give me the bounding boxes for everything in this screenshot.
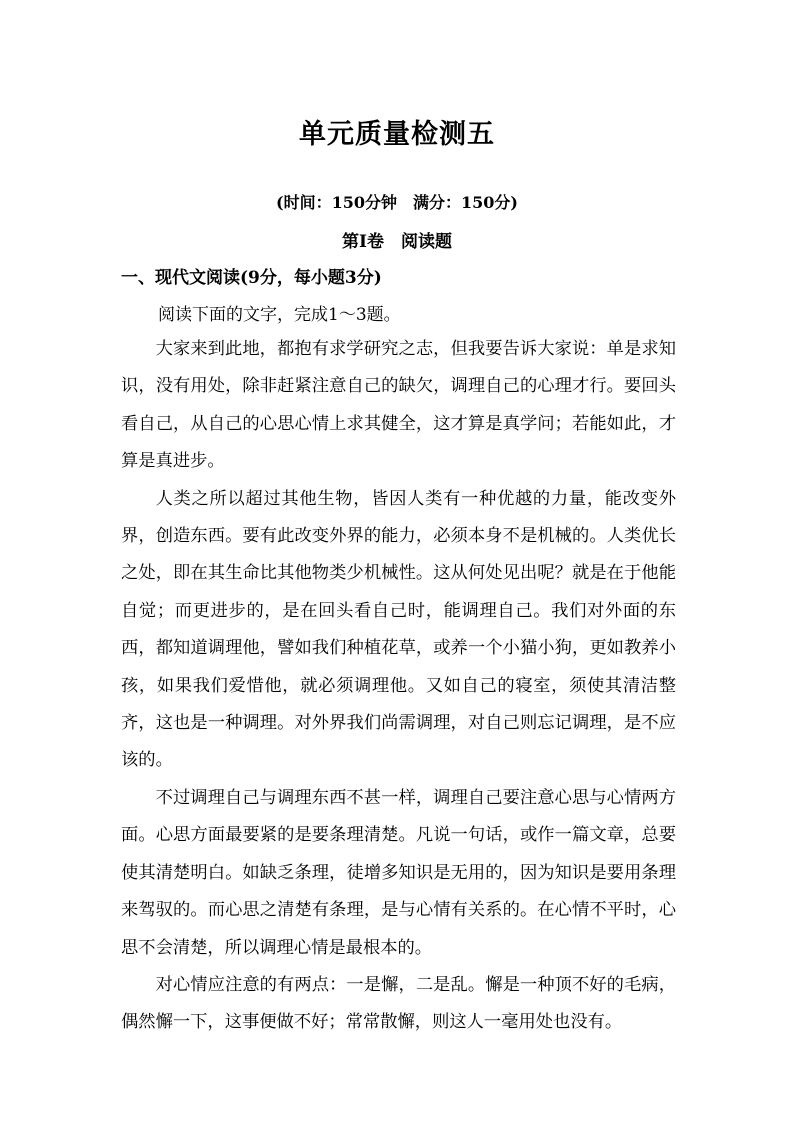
passage-paragraph: 对心情应注意的有两点：一是懈，二是乱。懈是一种顶不好的毛病，偶然懈一下，这事便做不好；常常散懈，则这人一毫用处也没有。	[121, 974, 676, 1033]
part-heading: 第Ⅰ卷 阅读题	[342, 232, 452, 252]
passage-paragraph: 人类之所以超过其他生物，皆因人类有一种优越的力量，能改变外界，创造东西。要有此改变外界的能力，必须本身不是机械的。人类优长之处，即在其生命比其他物类少机械性。这从何处见出呢？就是在于他能自觉；而更进步的，是在回头看自己时，能调理自己。我们对外面的东西，都知道调理他，譬如我们种植花草，或养一个小猫小狗，更如教养小孩，如果我们爱惜他，就必须调理他。又如自己的寝室，须使其清洁整齐，这也是一种调理。对外界我们尚需调理，对自己则忘记调理，是不应该的。	[121, 488, 676, 771]
reading-passage	[121, 331, 676, 1042]
section-heading: 一、现代文阅读(9分，每小题3分)	[121, 268, 382, 288]
passage-paragraph: 大家来到此地，都抱有求学研究之志，但我要告诉大家说：单是求知识，没有用处，除非赶紧注意自己的缺欠，调理自己的心理才行。要回头看自己，从自己的心思心情上求其健全，这才算是真学问；若能如此，才算是真进步。	[121, 339, 676, 472]
exam-time-score: (时间：150分钟 满分：150分)	[276, 193, 518, 212]
passage-paragraph: 不过调理自己与调理东西不甚一样，调理自己要注意心思与心情两方面。心思方面最要紧的是要条理清楚。凡说一句话，或作一篇文章，总要使其清楚明白。如缺乏条理，徒增多知识是无用的，因为知识是要用条理来驾驭的。而心思之清楚有条理，是与心情有关系的。在心情不平时，心思不会清楚，所以调理心情是最根本的。	[121, 787, 676, 958]
document-title: 单元质量检测五	[299, 119, 495, 150]
reading-instruction: 阅读下面的文字，完成1～3题。	[158, 305, 401, 325]
